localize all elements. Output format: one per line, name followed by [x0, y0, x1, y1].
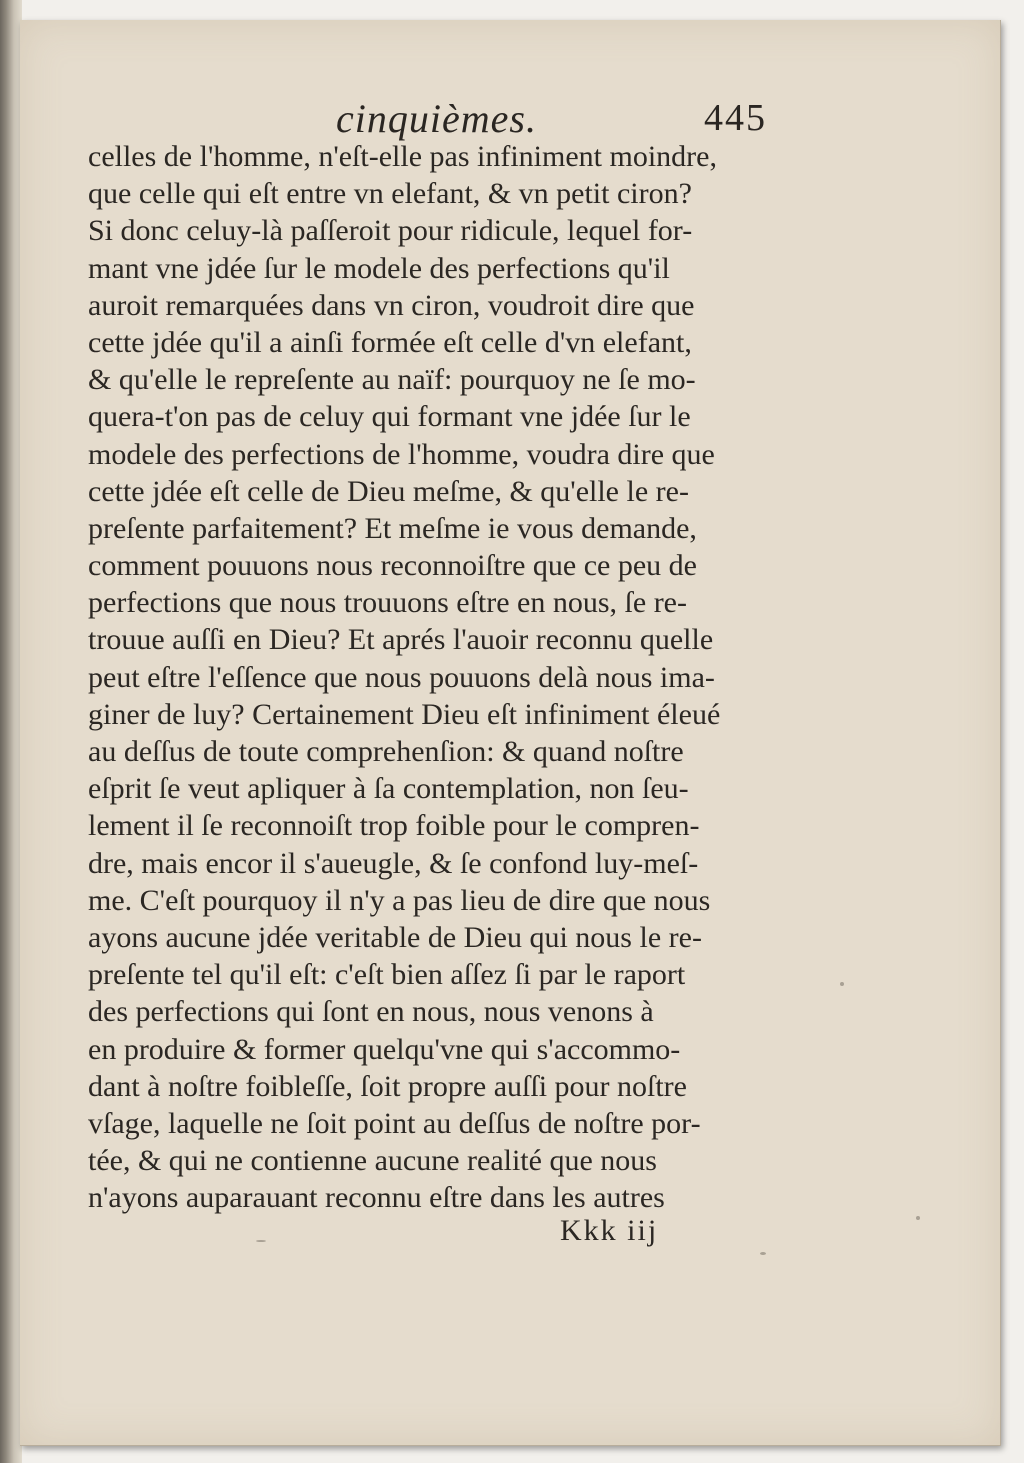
text-line: quera-t'on pas de celuy qui formant vne jdée ſur le	[88, 400, 691, 434]
text-line: perfections que nous trouuons eſtre en nous, ſe re-	[88, 586, 687, 620]
page-header	[20, 20, 1000, 140]
text-line: trouue auſſi en Dieu? Et aprés l'auoir reconnu quelle	[88, 623, 714, 657]
text-line: en produire & former quelqu'vne qui s'accommo-	[88, 1032, 681, 1066]
text-line: me. C'eſt pourquoy il n'y a pas lieu de dire que nous	[88, 883, 711, 917]
text-line: n'ayons auparauant reconnu eſtre dans les autres	[88, 1181, 665, 1215]
paper-speck	[760, 1252, 766, 1255]
text-line: mant vne jdée ſur le modele des perfections qu'il	[88, 251, 670, 285]
text-line: eſprit ſe veut apliquer à ſa contemplation, non ſeu-	[88, 772, 689, 806]
text-line: preſente tel qu'il eſt: c'eſt bien aſſez ſi par le raport	[88, 958, 686, 992]
text-line: modele des perfections de l'homme, voudra dire que	[88, 437, 715, 471]
text-line: cette jdée eſt celle de Dieu meſme, & qu'elle le re-	[88, 474, 689, 508]
book-binding	[0, 0, 22, 1463]
text-line: auroit remarquées dans vn ciron, voudroit dire que	[88, 288, 695, 322]
body-text	[88, 138, 792, 1216]
page-number: 445	[704, 97, 767, 139]
text-line: dre, mais encor il s'aueugle, & ſe confond luy-meſ-	[88, 846, 699, 880]
text-line: preſente parfaitement? Et meſme ie vous demande,	[88, 511, 697, 545]
text-line: que celle qui eſt entre vn elefant, & vn petit ciron?	[88, 177, 692, 211]
paper-speck	[256, 1240, 266, 1242]
text-line: Si donc celuy-là paſſeroit pour ridicule, lequel for-	[88, 214, 693, 248]
text-line: celles de l'homme, n'eſt-elle pas infiniment moindre,	[88, 140, 717, 173]
text-line: tée, & qui ne contienne aucune realité que nous	[88, 1144, 657, 1178]
text-line: lement il ſe reconnoiſt trop foible pour le compren-	[88, 809, 700, 843]
signature-mark: Kkk iij	[560, 1214, 659, 1247]
text-line: cette jdée qu'il a ainſi formée eſt celle d'vn elefant,	[88, 325, 692, 359]
paper-speck	[916, 1216, 920, 1220]
text-line: ayons aucune jdée veritable de Dieu qui nous le re-	[88, 920, 702, 954]
text-line: dant à noſtre foibleſſe, ſoit propre auſſi pour noſtre	[88, 1069, 687, 1103]
text-line: giner de luy? Certainement Dieu eſt infiniment éleué	[88, 697, 721, 731]
book-page	[20, 20, 1001, 1446]
text-line: au deſſus de toute comprehenſion: & quand noſtre	[88, 735, 684, 768]
text-line: comment pouuons nous reconnoiſtre que ce peu de	[88, 549, 697, 583]
text-line: & qu'elle le repreſente au naïf: pourquoy ne ſe mo-	[88, 363, 696, 397]
text-line: des perfections qui ſont en nous, nous venons à	[88, 995, 654, 1029]
text-line: peut eſtre l'eſſence que nous pouuons delà nous ima-	[88, 660, 715, 694]
paper-speck	[840, 982, 844, 986]
text-line: vſage, laquelle ne ſoit point au deſſus de noſtre por-	[88, 1106, 701, 1140]
running-head: cinquièmes.	[336, 96, 537, 141]
